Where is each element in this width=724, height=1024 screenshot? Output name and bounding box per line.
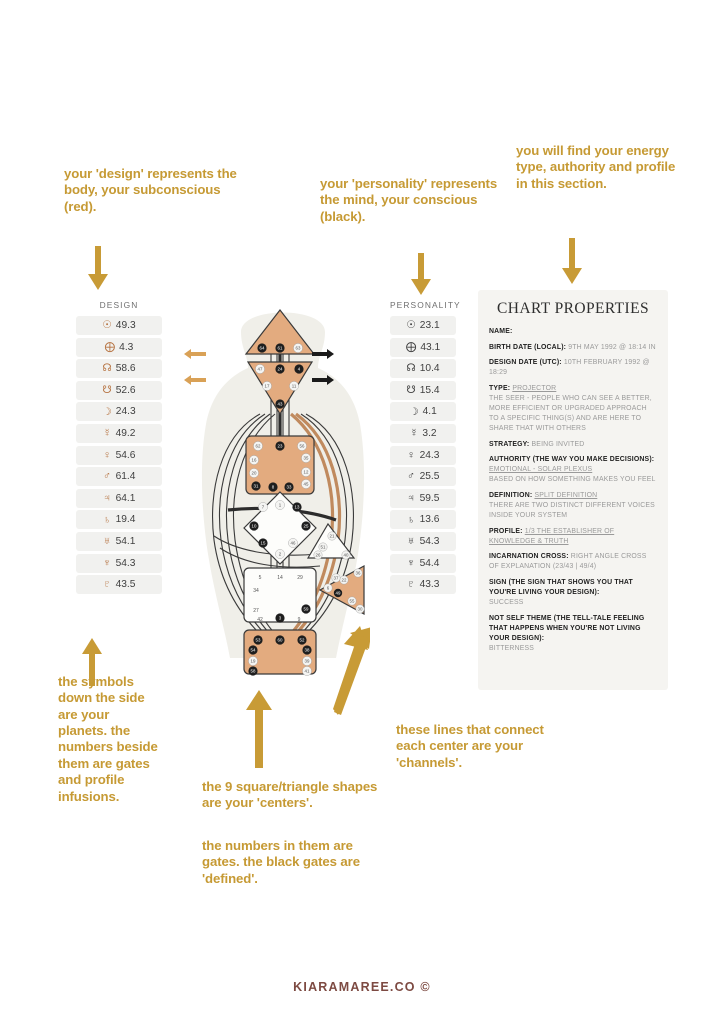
- property-name: [489, 327, 657, 337]
- gate-value: 3.2: [422, 427, 437, 439]
- center-root[interactable]: [244, 630, 316, 676]
- svg-text:53: 53: [255, 637, 261, 643]
- svg-text:38: 38: [304, 647, 310, 653]
- callout-centers: the 9 square/triangle shapes are your 'centers'.: [202, 779, 378, 811]
- svg-text:45: 45: [303, 481, 309, 487]
- svg-text:14: 14: [277, 575, 283, 581]
- venus-icon: ♀: [407, 448, 416, 461]
- arrow-left-design-bottom: [184, 374, 206, 386]
- svg-text:13: 13: [294, 504, 300, 510]
- design-planet-row[interactable]: [76, 381, 162, 400]
- design-planet-row[interactable]: [76, 446, 162, 465]
- gate-value: 52.6: [115, 384, 136, 396]
- callout-personality: your 'personality' represents the mind, your conscious (black).: [320, 176, 498, 224]
- svg-text:8: 8: [271, 484, 275, 490]
- svg-text:30: 30: [357, 606, 363, 612]
- property-key: DESIGN DATE (UTC):: [489, 359, 562, 367]
- property-sign: [489, 578, 657, 608]
- svg-text:46: 46: [290, 540, 296, 546]
- callout-channels: these lines that connect each center are your 'channels'.: [396, 722, 544, 770]
- property-definition: [489, 491, 657, 521]
- property-key: NAME:: [489, 328, 513, 335]
- property-key: BIRTH DATE (LOCAL):: [489, 343, 567, 351]
- design-planet-row[interactable]: [76, 316, 162, 335]
- sun-icon: ☉: [406, 319, 416, 332]
- gate-value: 49.3: [115, 320, 136, 331]
- property-type: [489, 384, 657, 434]
- property-key: DEFINITION:: [489, 492, 533, 500]
- arrow-right-personality-bottom: [312, 374, 334, 386]
- callout-properties: you will find your energy type, authority and profile in this section.: [516, 143, 676, 191]
- property-description: BASED ON HOW SOMETHING MAKES YOU FEEL: [489, 476, 656, 484]
- svg-text:64: 64: [259, 345, 265, 351]
- svg-text:54: 54: [250, 647, 256, 653]
- svg-text:2: 2: [278, 551, 282, 557]
- design-planet-row[interactable]: [76, 424, 162, 443]
- svg-text:23: 23: [277, 443, 283, 449]
- property-key: SIGN (THE SIGN THAT SHOWS YOU THAT YOU'RE LIVING YOUR DESIGN):: [489, 579, 633, 597]
- callout-design: your 'design' represents the body, your subconscious (red).: [64, 166, 237, 214]
- svg-text:40: 40: [343, 552, 349, 558]
- design-planet-row[interactable]: [76, 489, 162, 508]
- property-incarnation-cross: [489, 552, 657, 572]
- personality-planet-row[interactable]: [390, 424, 456, 443]
- design-planet-list: [76, 316, 162, 594]
- svg-text:41: 41: [304, 668, 310, 674]
- personality-planet-row[interactable]: [390, 359, 456, 378]
- personality-planet-row[interactable]: [390, 381, 456, 400]
- personality-planet-row[interactable]: [390, 489, 456, 508]
- personality-column-title: PERSONALITY: [390, 300, 461, 310]
- gate-value: 64.1: [115, 492, 136, 504]
- property-value: 9TH MAY 1992 @ 18:14 IN: [568, 343, 656, 351]
- svg-text:7: 7: [261, 504, 265, 510]
- gate-value: 23.1: [419, 320, 440, 331]
- property-birth-date: [489, 343, 657, 353]
- svg-text:31: 31: [253, 483, 259, 489]
- saturn-icon: ♄: [103, 513, 112, 526]
- svg-text:9: 9: [297, 617, 301, 623]
- svg-text:47: 47: [257, 366, 263, 372]
- svg-text:55: 55: [349, 598, 355, 604]
- svg-text:20: 20: [251, 470, 257, 476]
- property-key: INCARNATION CROSS:: [489, 553, 569, 561]
- personality-planet-row[interactable]: [390, 467, 456, 486]
- property-value: PROJECTOR: [512, 384, 557, 392]
- design-planet-row[interactable]: [76, 359, 162, 378]
- gate-value: 58.6: [115, 363, 136, 375]
- svg-text:26: 26: [315, 552, 321, 558]
- svg-text:39: 39: [304, 658, 310, 664]
- gate-value: 54.3: [115, 557, 136, 569]
- personality-planet-row[interactable]: [390, 316, 456, 335]
- svg-text:24: 24: [277, 366, 283, 372]
- design-planet-row[interactable]: [76, 532, 162, 551]
- arrow-down-design: [82, 246, 112, 290]
- design-planet-row[interactable]: [76, 554, 162, 573]
- svg-text:49: 49: [335, 590, 341, 596]
- arrow-left-design-top: [184, 348, 206, 360]
- personality-planet-list: [390, 316, 461, 594]
- north-node-icon: ☊: [406, 362, 416, 375]
- mars-icon: ♂: [407, 470, 416, 483]
- gate-value: 4.3: [119, 341, 134, 353]
- svg-text:21: 21: [329, 533, 335, 539]
- property-key: STRATEGY:: [489, 440, 530, 448]
- gate-value: 19.4: [115, 514, 136, 526]
- svg-text:63: 63: [295, 345, 301, 351]
- svg-text:25: 25: [303, 523, 309, 529]
- property-strategy: [489, 440, 657, 450]
- gate-value: 61.4: [115, 471, 136, 483]
- personality-planet-row[interactable]: [390, 510, 456, 529]
- personality-planet-row[interactable]: [390, 575, 456, 594]
- svg-text:56: 56: [299, 443, 305, 449]
- sun-icon: ☉: [102, 319, 112, 332]
- svg-text:62: 62: [255, 443, 261, 449]
- property-description: SUCCESS: [489, 599, 524, 607]
- jupiter-icon: ♃: [103, 492, 112, 504]
- design-planet-row[interactable]: [76, 338, 162, 357]
- arrow-up-centers: [242, 690, 276, 768]
- property-value: RIGHT ANGLE CROSS OF EXPLANATION (23/43 | 49/4): [489, 553, 647, 571]
- uranus-icon: ♅: [407, 535, 416, 548]
- property-value: 1/3 THE ESTABLISHER OF KNOWLEDGE & TRUTH: [489, 527, 615, 545]
- arrow-right-personality-top: [312, 348, 334, 360]
- gate-value: 59.5: [419, 492, 440, 504]
- earth-icon: ⨁: [405, 340, 417, 353]
- earth-icon: ⨁: [104, 340, 116, 353]
- mercury-icon: ☿: [409, 427, 418, 440]
- svg-text:12: 12: [303, 469, 309, 475]
- north-node-icon: ☊: [102, 362, 112, 375]
- svg-text:61: 61: [277, 345, 283, 351]
- property-description: BITTERNESS: [489, 645, 535, 653]
- svg-text:59: 59: [303, 606, 309, 612]
- svg-text:3: 3: [278, 615, 282, 621]
- property-not-self-theme: [489, 614, 657, 654]
- moon-icon: ☽: [102, 405, 112, 418]
- property-value: 10TH FEBRUARY 1992 @ 18:29: [489, 359, 650, 377]
- gate-value: 25.5: [419, 471, 440, 483]
- gate-value: 15.4: [419, 384, 440, 396]
- svg-text:43: 43: [277, 401, 283, 407]
- svg-text:11: 11: [291, 383, 297, 389]
- chart-properties-panel: [478, 290, 668, 690]
- property-authority: [489, 455, 657, 485]
- property-key: NOT SELF THEME (THE TELL-TALE FEELING THAT HAPPENS WHEN YOU'RE NOT LIVING YOUR DESIGN):: [489, 614, 645, 642]
- arrow-down-personality: [405, 253, 435, 295]
- center-throat[interactable]: [246, 436, 314, 494]
- personality-planet-row[interactable]: [390, 532, 456, 551]
- design-planet-row[interactable]: [76, 510, 162, 529]
- property-design-date: [489, 358, 657, 378]
- svg-text:52: 52: [299, 637, 305, 643]
- uranus-icon: ♅: [103, 535, 112, 548]
- mercury-icon: ☿: [103, 427, 112, 440]
- svg-text:5: 5: [258, 575, 262, 581]
- svg-text:35: 35: [303, 455, 309, 461]
- design-column: [76, 300, 162, 597]
- footer-brand[interactable]: KIARAMAREE.CO ©: [293, 980, 431, 994]
- property-value: SPLIT DEFINITION: [534, 492, 598, 500]
- svg-text:29: 29: [297, 575, 303, 581]
- arrow-down-properties: [556, 238, 586, 284]
- svg-text:1: 1: [278, 502, 282, 508]
- gate-value: 43.3: [419, 579, 440, 591]
- pluto-icon: ♇: [407, 578, 416, 591]
- svg-text:15: 15: [260, 540, 266, 546]
- svg-text:37: 37: [333, 575, 339, 581]
- gate-value: 4.1: [422, 406, 437, 418]
- svg-text:22: 22: [341, 577, 347, 583]
- gate-value: 54.1: [115, 535, 136, 547]
- callout-gates: the numbers in them are gates. the black gates are 'defined'.: [202, 838, 360, 886]
- design-column-title: DESIGN: [99, 300, 139, 310]
- pluto-icon: ♇: [103, 578, 112, 591]
- svg-text:33: 33: [286, 484, 292, 490]
- property-profile: [489, 527, 657, 547]
- gate-value: 10.4: [419, 363, 440, 375]
- mars-icon: ♂: [103, 470, 112, 483]
- personality-planet-row[interactable]: [390, 402, 456, 421]
- gate-value: 43.1: [420, 341, 441, 353]
- personality-planet-row[interactable]: [390, 446, 456, 465]
- property-value: EMOTIONAL - SOLAR PLEXUS: [489, 466, 593, 474]
- saturn-icon: ♄: [407, 513, 416, 526]
- gate-value: 43.5: [115, 579, 136, 591]
- svg-text:60: 60: [277, 637, 283, 643]
- svg-text:17: 17: [264, 383, 270, 389]
- svg-text:4: 4: [297, 366, 301, 372]
- venus-icon: ♀: [103, 448, 112, 461]
- personality-planet-row[interactable]: [390, 338, 456, 357]
- svg-text:51: 51: [320, 544, 326, 550]
- property-key: AUTHORITY (THE WAY YOU MAKE DECISIONS):: [489, 456, 655, 464]
- personality-planet-row[interactable]: [390, 554, 456, 573]
- svg-text:27: 27: [253, 608, 259, 614]
- neptune-icon: ♆: [407, 556, 416, 569]
- south-node-icon: ☋: [406, 384, 416, 397]
- property-value: BEING INVITED: [531, 440, 585, 448]
- svg-text:16: 16: [251, 457, 257, 463]
- neptune-icon: ♆: [103, 556, 112, 569]
- svg-text:42: 42: [257, 617, 263, 623]
- property-description: THE SEER - PEOPLE WHO CAN SEE A BETTER, MORE EFFICIENT OR UPGRADED APPROACH TO A SPECIFIC THING(S) AND ARE HERE TO SHARE THAT WITH OTHERS: [489, 394, 652, 433]
- jupiter-icon: ♃: [407, 492, 416, 504]
- gate-value: 13.6: [419, 514, 440, 526]
- property-key: TYPE:: [489, 384, 511, 392]
- chart-properties-title: CHART PROPERTIES: [497, 300, 649, 317]
- gate-value: 54.3: [419, 535, 440, 547]
- property-description: THERE ARE TWO DISTINCT DIFFERENT VOICES INSIDE YOUR SYSTEM: [489, 502, 655, 520]
- south-node-icon: ☋: [102, 384, 112, 397]
- center-sacral[interactable]: [244, 568, 316, 623]
- personality-column: [390, 300, 461, 597]
- svg-text:36: 36: [355, 570, 361, 576]
- svg-text:58: 58: [250, 668, 256, 674]
- svg-text:6: 6: [326, 585, 330, 591]
- svg-text:10: 10: [251, 523, 257, 529]
- gate-value: 24.3: [419, 449, 440, 461]
- moon-icon: ☽: [409, 405, 419, 418]
- svg-text:19: 19: [250, 658, 256, 664]
- property-key: PROFILE:: [489, 527, 523, 535]
- svg-text:34: 34: [253, 588, 259, 594]
- gate-value: 49.2: [115, 427, 136, 439]
- design-planet-row[interactable]: [76, 402, 162, 421]
- gate-value: 54.6: [115, 449, 136, 461]
- design-planet-row[interactable]: [76, 467, 162, 486]
- gate-value: 54.4: [419, 557, 440, 569]
- design-planet-row[interactable]: [76, 575, 162, 594]
- gate-value: 24.3: [115, 406, 136, 418]
- callout-planets: the symbols down the side are your planets. the numbers beside them are gates and profile infusions.: [58, 674, 158, 804]
